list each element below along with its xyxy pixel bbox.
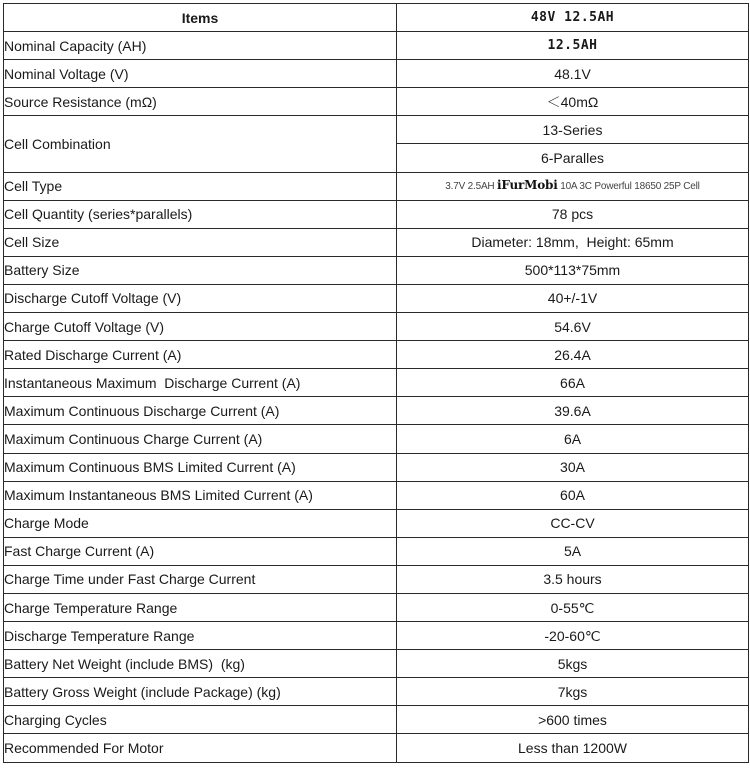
- row-value-max-instantaneous-bms: 60A: [397, 481, 749, 509]
- header-items: Items: [4, 4, 397, 32]
- cell-type-prefix: 3.7V 2.5AH: [445, 181, 495, 193]
- table-row: [4, 425, 749, 453]
- row-label-charging-cycles: Charging Cycles: [4, 706, 397, 734]
- table-row: [4, 706, 749, 734]
- table-row: [4, 32, 749, 60]
- row-label-nominal-capacity: Nominal Capacity (AH): [4, 32, 397, 60]
- row-label-charge-mode: Charge Mode: [4, 509, 397, 537]
- row-value-max-continuous-discharge: 39.6A: [397, 397, 749, 425]
- row-label-cell-quantity: Cell Quantity (series*parallels): [4, 200, 397, 228]
- row-value-cell-quantity: 78 pcs: [397, 200, 749, 228]
- row-label-recommended-motor: Recommended For Motor: [4, 734, 397, 762]
- table-row: [4, 228, 749, 256]
- row-value-battery-size: 500*113*75mm: [397, 256, 749, 284]
- row-value-charge-temperature: 0-55℃: [397, 593, 749, 621]
- row-value-discharge-cutoff-voltage: 40+/-1V: [397, 284, 749, 312]
- row-label-discharge-temperature: Discharge Temperature Range: [4, 622, 397, 650]
- table-row: [4, 650, 749, 678]
- table-row: [4, 734, 749, 762]
- table-row: [4, 172, 749, 200]
- row-label-cell-combination: Cell Combination: [4, 116, 397, 172]
- table-row: [4, 60, 749, 88]
- table-row: [4, 678, 749, 706]
- row-value-cell-size: Diameter: 18mm, Height: 65mm: [397, 228, 749, 256]
- row-value-rated-discharge-current: 26.4A: [397, 341, 749, 369]
- row-label-charge-cutoff-voltage: Charge Cutoff Voltage (V): [4, 313, 397, 341]
- row-value-fast-charge-current: 5A: [397, 537, 749, 565]
- table-row: [4, 284, 749, 312]
- cell-type-brand: iFurMobi: [497, 178, 558, 193]
- row-label-charge-time: Charge Time under Fast Charge Current: [4, 565, 397, 593]
- row-value-instantaneous-max-discharge: 66A: [397, 369, 749, 397]
- row-value-cell-series: 13-Series: [397, 116, 749, 144]
- row-label-max-continuous-charge: Maximum Continuous Charge Current (A): [4, 425, 397, 453]
- row-label-max-instantaneous-bms: Maximum Instantaneous BMS Limited Current (A): [4, 481, 397, 509]
- table-row: [4, 537, 749, 565]
- row-label-source-resistance: Source Resistance (mΩ): [4, 88, 397, 116]
- header-model: 48V 12.5AH: [397, 4, 749, 32]
- table-row: [4, 116, 749, 144]
- row-value-max-continuous-charge: 6A: [397, 425, 749, 453]
- table-row: [4, 88, 749, 116]
- row-label-gross-weight: Battery Gross Weight (include Package) (kg): [4, 678, 397, 706]
- table-row: [4, 341, 749, 369]
- row-label-nominal-voltage: Nominal Voltage (V): [4, 60, 397, 88]
- row-value-max-continuous-bms: 30A: [397, 453, 749, 481]
- row-value-charge-time: 3.5 hours: [397, 565, 749, 593]
- table-row: [4, 200, 749, 228]
- table-header-row: [4, 4, 749, 32]
- table-row: [4, 369, 749, 397]
- table-row: [4, 622, 749, 650]
- row-label-max-continuous-bms: Maximum Continuous BMS Limited Current (A): [4, 453, 397, 481]
- row-value-charge-cutoff-voltage: 54.6V: [397, 313, 749, 341]
- row-label-battery-size: Battery Size: [4, 256, 397, 284]
- row-value-charging-cycles: >600 times: [397, 706, 749, 734]
- table-row: [4, 313, 749, 341]
- table-row: [4, 397, 749, 425]
- row-label-fast-charge-current: Fast Charge Current (A): [4, 537, 397, 565]
- row-value-source-resistance: ＜40mΩ: [397, 88, 749, 116]
- row-label-discharge-cutoff-voltage: Discharge Cutoff Voltage (V): [4, 284, 397, 312]
- table-row: [4, 565, 749, 593]
- table-row: [4, 509, 749, 537]
- row-value-gross-weight: 7kgs: [397, 678, 749, 706]
- battery-spec-table: [3, 3, 749, 763]
- row-value-charge-mode: CC-CV: [397, 509, 749, 537]
- row-value-cell-parallels: 6-Paralles: [397, 144, 749, 172]
- table-row: [4, 256, 749, 284]
- cell-type-suffix: 10A 3C Powerful 18650 25P Cell: [560, 181, 700, 193]
- row-label-charge-temperature: Charge Temperature Range: [4, 593, 397, 621]
- row-value-recommended-motor: Less than 1200W: [397, 734, 749, 762]
- table-row: [4, 453, 749, 481]
- row-label-cell-type: Cell Type: [4, 172, 397, 200]
- row-label-cell-size: Cell Size: [4, 228, 397, 256]
- row-label-net-weight: Battery Net Weight (include BMS) (kg): [4, 650, 397, 678]
- row-value-net-weight: 5kgs: [397, 650, 749, 678]
- row-label-max-continuous-discharge: Maximum Continuous Discharge Current (A): [4, 397, 397, 425]
- table-row: [4, 593, 749, 621]
- row-label-instantaneous-max-discharge: Instantaneous Maximum Discharge Current (A): [4, 369, 397, 397]
- row-label-rated-discharge-current: Rated Discharge Current (A): [4, 341, 397, 369]
- row-value-cell-type: [397, 172, 749, 200]
- row-value-discharge-temperature: -20-60℃: [397, 622, 749, 650]
- table-row: [4, 481, 749, 509]
- row-value-nominal-capacity: 12.5AH: [397, 32, 749, 60]
- row-value-nominal-voltage: 48.1V: [397, 60, 749, 88]
